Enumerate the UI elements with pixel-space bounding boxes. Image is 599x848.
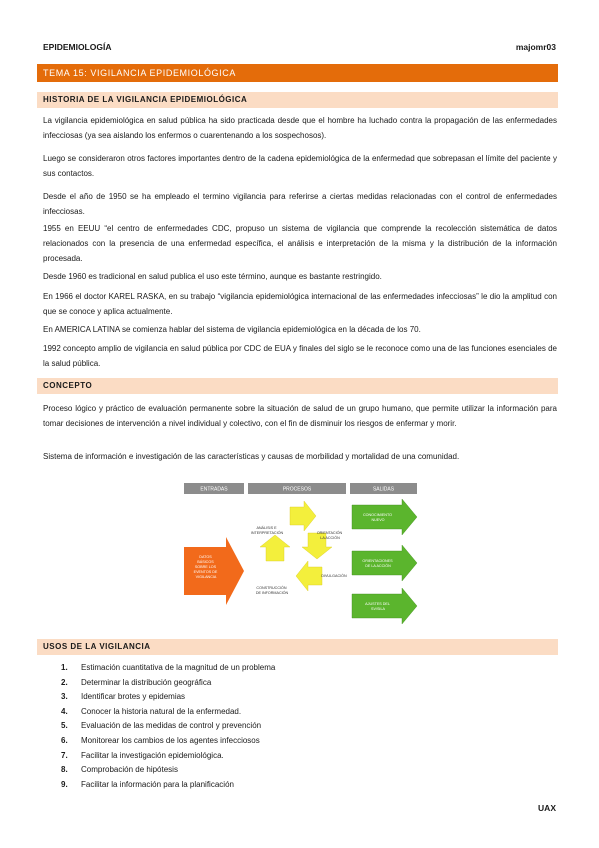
list-item bbox=[43, 719, 275, 734]
list-item-text: Facilitar la información para la planificación bbox=[81, 779, 234, 789]
topic-banner: TEMA 15: VIGILANCIA EPIDEMIOLÓGICA bbox=[37, 64, 558, 82]
list-item-text: Estimación cuantitativa de la magnitud de un problema bbox=[81, 663, 276, 672]
list-item bbox=[43, 763, 275, 778]
paragraph: Desde 1960 es tradicional en salud publica el uso este término, aunque es bastante restringido. bbox=[43, 272, 382, 281]
list-number: 6. bbox=[61, 735, 68, 745]
list-number: 8. bbox=[61, 765, 68, 775]
list-item-text: Identificar brotes y epidemias bbox=[81, 692, 186, 702]
list-item bbox=[43, 676, 275, 691]
page-footer: UAX bbox=[538, 803, 556, 813]
list-number: 9. bbox=[61, 779, 68, 789]
output-label: ORIENTACIONES DE LA ACCIÓN bbox=[362, 559, 393, 568]
paragraph: La vigilancia epidemiológica en salud pública ha sido practicada desde que el hombre ha luchado contra la propagación de las enfermedades infecciosas (ya sea aislando los enfermos o cuarentenando a los sospechosos). bbox=[43, 116, 557, 140]
list-number: 4. bbox=[61, 706, 68, 716]
list-item bbox=[43, 749, 275, 764]
paragraph: Desde el año de 1950 se ha empleado el termino vigilancia para referirse a ciertas medidas relacionadas con el control de enfermedades infecciosas. bbox=[43, 192, 557, 216]
column-procesos-label: PROCESOS bbox=[282, 486, 312, 493]
paragraph: En AMERICA LATINA se comienza hablar del sistema de vigilancia epidemiológica en la década de los 70. bbox=[43, 325, 421, 334]
list-item-text: Comprobación de hipótesis bbox=[81, 765, 178, 775]
section-heading-concepto: CONCEPTO bbox=[37, 378, 558, 394]
column-entradas-label: ENTRADAS bbox=[200, 486, 228, 493]
header-author: majomr03 bbox=[515, 42, 556, 52]
list-number: 1. bbox=[61, 663, 68, 672]
list-number: 7. bbox=[61, 750, 68, 760]
section-heading-usos: USOS DE LA VIGILANCIA bbox=[37, 639, 558, 655]
paragraph: Sistema de información e investigación de las características y causas de morbilidad y mortalidad de una comunidad. bbox=[43, 452, 460, 461]
list-item-text: Conocer la historia natural de la enfermedad. bbox=[81, 706, 242, 716]
header-subject: EPIDEMIOLOGÍA bbox=[43, 42, 112, 52]
list-item bbox=[43, 734, 275, 749]
page-header bbox=[43, 42, 556, 56]
list-item-text: Monitorear los cambios de los agentes infecciosos bbox=[81, 735, 260, 745]
paragraph: 1955 en EEUU “el centro de enfermedades CDC, propuso un sistema de vigilancia que comprende la recolección sistemática de datos relacionados con la presencia de una enfermedad específica, el análisis e interpretación de la misma y la distribución de la información procesada. bbox=[43, 224, 557, 263]
list-item bbox=[43, 778, 275, 793]
paragraph: 1992 concepto amplio de vigilancia en salud pública por CDC de EUA y finales del siglo se le reconoce como una de las funciones esenciales de la salud pública. bbox=[43, 344, 557, 368]
list-item bbox=[43, 690, 275, 705]
section-heading-historia: HISTORIA DE LA VIGILANCIA EPIDEMIOLÓGICA bbox=[37, 92, 558, 108]
construccion-label: CONSTRUCCIÓN DE INFORMACIÓN bbox=[255, 586, 289, 595]
paragraph: En 1966 el doctor KAREL RASKA, en su trabajo “vigilancia epidemiológica internacional de las enfermedades infecciosas” le dio la amplitud con que se conoce y aplica actualmente. bbox=[43, 292, 557, 316]
list-item bbox=[43, 705, 275, 720]
list-number: 3. bbox=[61, 692, 68, 702]
column-salidas-label: SALIDAS bbox=[372, 486, 395, 493]
list-item bbox=[43, 661, 275, 676]
list-number: 2. bbox=[61, 677, 68, 687]
list-item-text: Determinar la distribución geográfica bbox=[81, 677, 212, 687]
uses-list bbox=[43, 661, 275, 792]
input-label: DATOS BÁSICOS SOBRE LOS EVENTOS DE VIGILANCIA bbox=[193, 555, 218, 579]
list-number: 5. bbox=[61, 721, 68, 731]
analisis-label: ANÁLISIS E INTERPRETACIÓN bbox=[250, 526, 284, 535]
paragraph: Luego se consideraron otros factores importantes dentro de la cadena epidemiológica de la enfermedad que sobrepasan el límite del paciente y sus contactos. bbox=[43, 154, 557, 178]
divulgacion-label: DIVULGACIÓN bbox=[321, 574, 347, 578]
list-item-text: Evaluación de las medidas de control y prevención bbox=[81, 721, 262, 731]
output-label: CONOCIMIENTO NUEVO bbox=[362, 513, 392, 522]
output-label: AJUSTES DEL SV/SILA bbox=[365, 602, 390, 611]
paragraph: Proceso lógico y práctico de evaluación permanente sobre la situación de salud de un grupo humano, que permite utilizar la información para tomar decisiones de intervención a nivel individual y colectivo, con el fin de disminuir los riesgos de enfermar y morir. bbox=[43, 404, 557, 428]
list-item-text: Facilitar la investigación epidemiológica. bbox=[81, 750, 224, 760]
orientacion-label: ORIENTACIÓN LA ACCIÓN bbox=[316, 531, 343, 540]
surveillance-process-diagram bbox=[182, 481, 419, 626]
